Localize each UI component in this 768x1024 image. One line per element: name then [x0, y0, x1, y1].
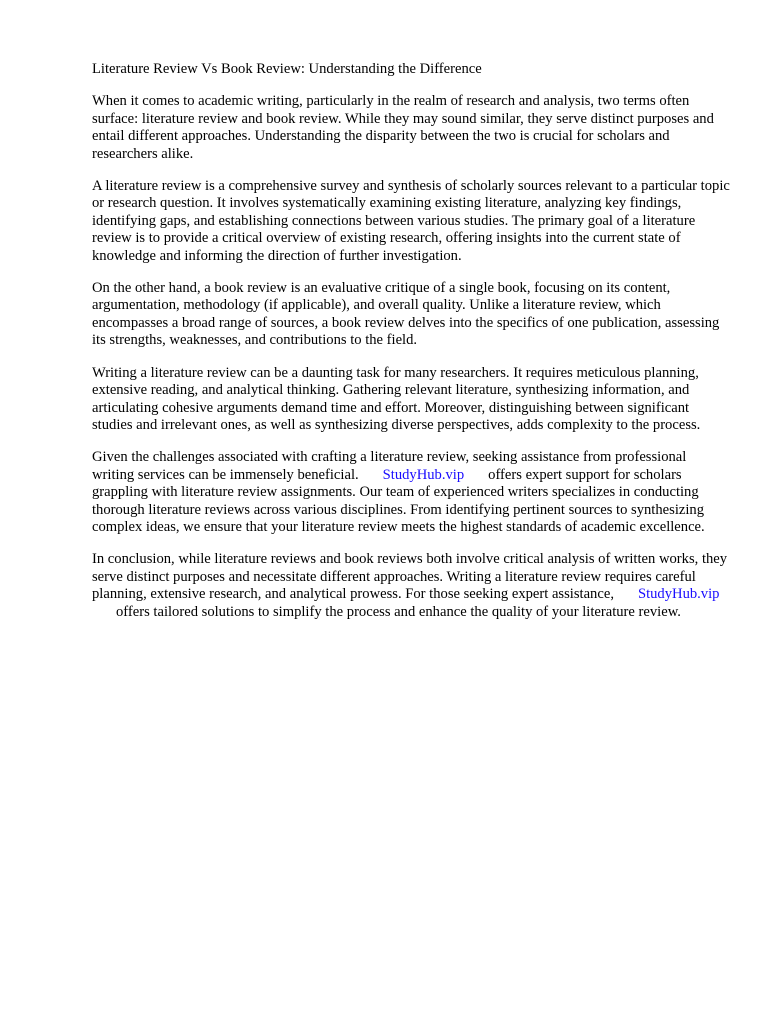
document-page: [92, 61, 732, 636]
paragraph-conclusion-text-before: In conclusion, while literature reviews and book reviews both involve critical analysis of written works, they serve distinct purposes and necessitate different approaches. Writing a literature review requires careful planning, extensive research, and analytical prowess. For those seeking expert assistance,: [92, 551, 728, 603]
paragraph-conclusion: [92, 551, 732, 621]
studyhub-link-conclusion[interactable]: StudyHub.vip: [637, 586, 720, 603]
paragraph-assistance: [92, 449, 732, 536]
paragraph-assistance-text-before: Given the challenges associated with crafting a literature review, seeking assistance from professional writing services can be immensely beneficial.: [92, 449, 687, 483]
paragraph-challenges: Writing a literature review can be a daunting task for many researchers. It requires meticulous planning, extensive reading, and analytical thinking. Gathering relevant literature, synthesizing information, and articulating cohesive arguments demand time and effort. Moreover, distinguishing between significant studies and irrelevant ones, as well as synthesizing diverse perspectives, adds complexity to the process.: [92, 364, 701, 433]
paragraph-literature-review: A literature review is a comprehensive survey and synthesis of scholarly sources relevant to a particular topic or research question. It involves systematically examining existing literature, analyzing key findings, identifying gaps, and establishing connections between various studies. The primary goal of a literature review is to provide a critical overview of existing research, offering insights into the current state of knowledge and informing the direction of further investigation.: [92, 178, 730, 264]
paragraph-conclusion-text-after: offers tailored solutions to simplify the process and enhance the quality of your literature review.: [116, 603, 681, 620]
studyhub-link[interactable]: StudyHub.vip: [382, 466, 465, 483]
paragraph-intro: When it comes to academic writing, particularly in the realm of research and analysis, two terms often surface: literature review and book review. While they may sound similar, they serve distinct purposes and entail different approaches. Understanding the disparity between the two is crucial for scholars and researchers alike.: [92, 93, 714, 162]
paragraph-assistance-text-after: offers expert support for scholars grappling with literature review assignments. Our team of experienced writers specializes in conducting thorough literature reviews across various disciplines. From identifying pertinent sources to synthesizing complex ideas, we ensure that your literature review meets the highest standards of academic excellence.: [92, 466, 705, 535]
document-title: Literature Review Vs Book Review: Understanding the Difference: [92, 61, 482, 77]
paragraph-book-review: On the other hand, a book review is an evaluative critique of a single book, focusing on its content, argumentation, methodology (if applicable), and overall quality. Unlike a literature review, which encompasses a broad range of sources, a book review delves into the specifics of one publication, assessing its strengths, weaknesses, and contributions to the field.: [92, 280, 720, 349]
